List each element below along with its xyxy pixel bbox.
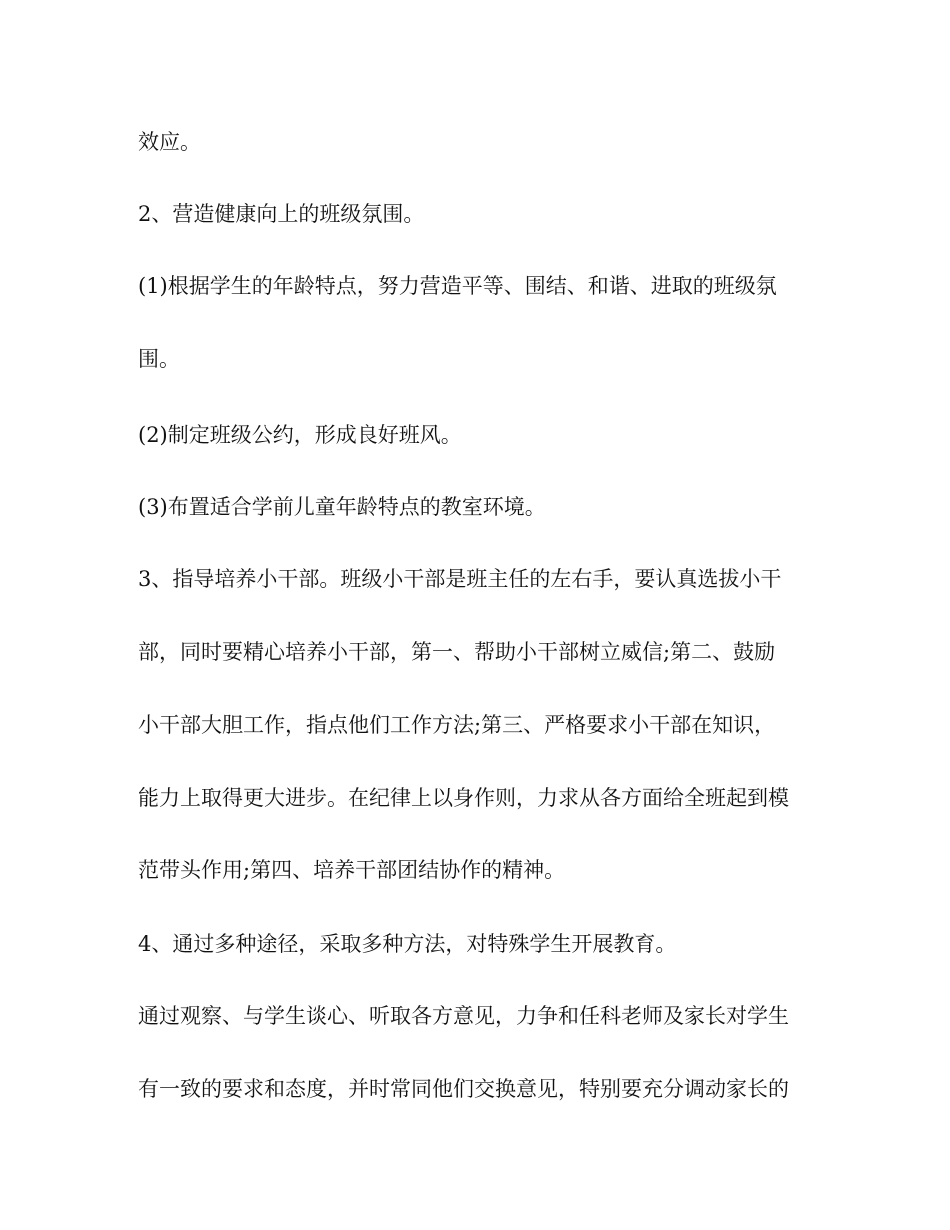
section-heading: 2、营造健康向上的班级氛围。 xyxy=(138,202,425,226)
section-heading: 4、通过多种途径，采取多种方法，对特殊学生开展教育。 xyxy=(138,932,677,956)
text-line: 范带头作用;第四、培养干部团结协作的精神。 xyxy=(138,858,566,882)
text-line: 通过观察、与学生谈心、听取各方意见，力争和任科老师及家长对学生 xyxy=(138,1004,789,1028)
text-line: 小干部大胆工作，指点他们工作方法;第三、严格要求小干部在知识， xyxy=(138,713,776,737)
text-line: (3)布置适合学前儿童年龄特点的教室环境。 xyxy=(138,495,546,519)
text-line: (2)制定班级公约，形成良好班风。 xyxy=(138,423,462,447)
text-line: 有一致的要求和态度，并时常同他们交换意见，特别要充分调动家长的 xyxy=(138,1077,789,1101)
text-line: 能力上取得更大进步。在纪律上以身作则，力求从各方面给全班起到模 xyxy=(138,786,789,810)
text-line: (1)根据学生的年龄特点，努力营造平等、围结、和谐、进取的班级氛 xyxy=(138,274,777,298)
text-line: 部，同时要精心培养小干部，第一、帮助小干部树立威信;第二、鼓励 xyxy=(138,640,776,664)
text-line: 围。 xyxy=(138,347,180,371)
section-heading: 3、指导培养小干部。班级小干部是班主任的左右手，要认真选拔小干 xyxy=(138,567,782,591)
text-line: 效应。 xyxy=(138,130,201,154)
